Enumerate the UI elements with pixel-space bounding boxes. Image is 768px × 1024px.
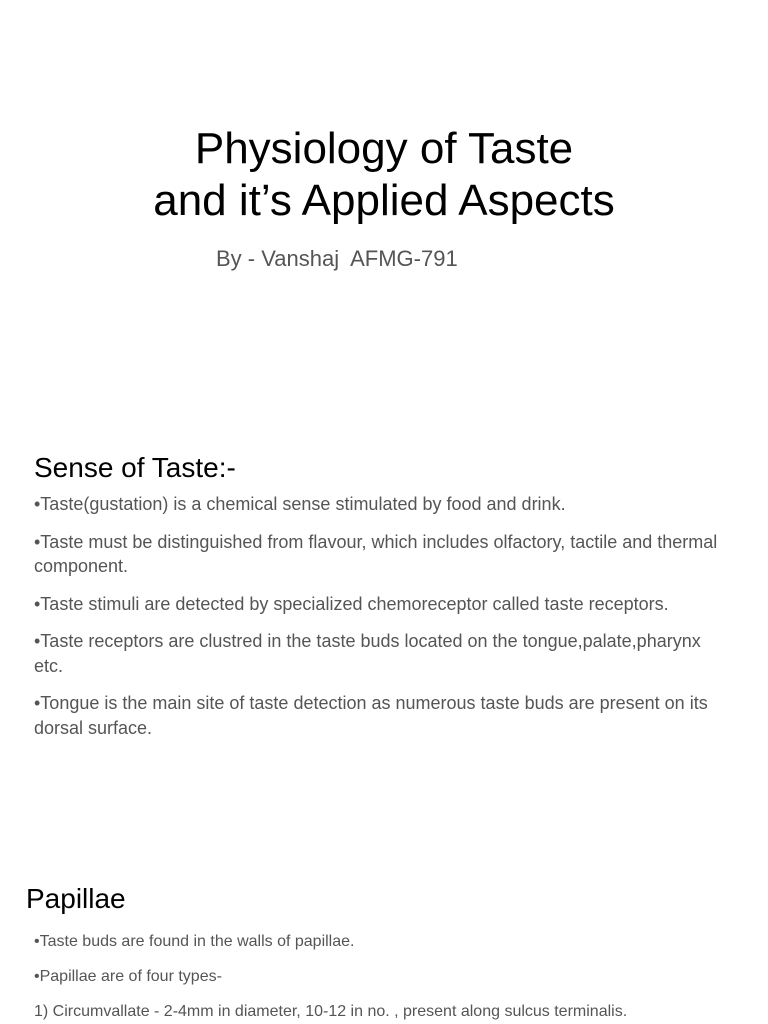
bullet-item: •Taste must be distinguished from flavour, which includes olfactory, tactile and thermal component.: [34, 531, 718, 576]
title-line-2: and it’s Applied Aspects: [153, 176, 615, 225]
bullet-item: •Taste(gustation) is a chemical sense stimulated by food and drink.: [34, 494, 566, 514]
presentation-title: [0, 123, 768, 227]
bullet-item: •Tongue is the main site of taste detection as numerous taste buds are present on its dorsal surface.: [34, 693, 708, 738]
bullet-item: •Papillae are of four types-: [34, 968, 222, 985]
slide-heading: Sense of Taste:-: [34, 452, 236, 483]
papillae-slide: [0, 860, 768, 1024]
bullet-item: •Taste receptors are clustred in the taste buds located on the tongue,palate,pharynx etc.: [34, 631, 701, 676]
bullet-list: [34, 932, 744, 1024]
title-slide: [0, 0, 768, 400]
bullet-item: 1) Circumvallate - 2-4mm in diameter, 10-12 in no. , present along sulcus terminalis.: [34, 1003, 628, 1020]
sense-of-taste-slide: [0, 420, 768, 840]
author-subtitle: By - Vanshaj AFMG-791: [216, 246, 458, 271]
bullet-item: •Taste stimuli are detected by specialized chemoreceptor called taste receptors.: [34, 593, 669, 614]
slide-heading: Papillae: [26, 883, 126, 914]
title-line-1: Physiology of Taste: [194, 124, 574, 173]
bullet-list: [34, 492, 734, 753]
bullet-item: •Taste buds are found in the walls of papillae.: [34, 933, 355, 950]
